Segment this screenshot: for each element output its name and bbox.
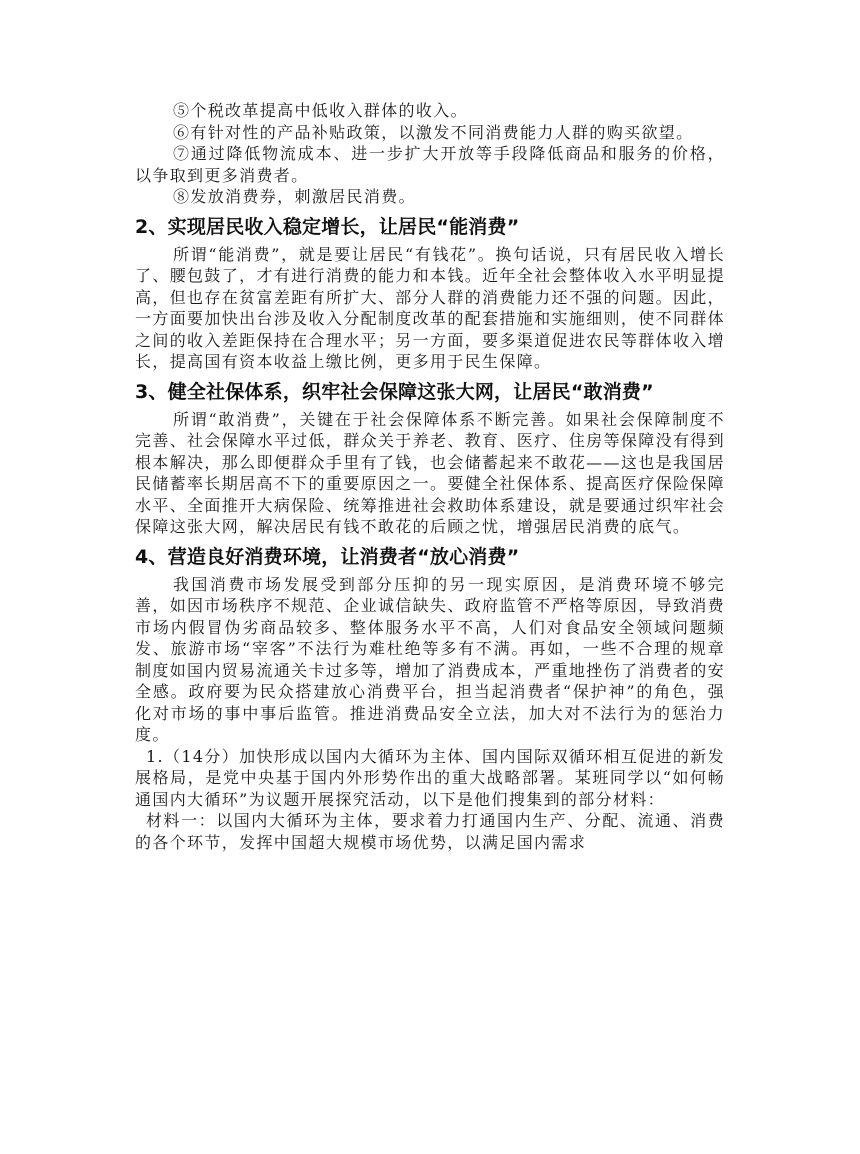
section-heading-2: 2、实现居民收入稳定增长，让居民“能消费” [135, 215, 520, 238]
material-one-text: 材料一：以国内大循环为主体，要求着力打通国内生产、分配、流通、消费的各个环节，发挥中国超大规模市场优势，以满足国内需求 [135, 811, 725, 852]
list-item-6: ⑥有针对性的产品补贴政策，以激发不同消费能力人群的购买欲望。 [173, 122, 694, 142]
list-item-5: ⑤个税改革提高中低收入群体的收入。 [173, 101, 468, 120]
section-body-4: 我国消费市场发展受到部分压抑的另一现实原因，是消费环境不够完善，如因市场秩序不规范、企业诚信缺失、政府监管不严格等原因，导致消费市场内假冒伪劣商品较多、整体服务水平不高，人们对食品安全领域问题频发、旅游市场“宰客”不法行为难杜绝等多有不满。再如，一些不合理的规章制度如国内贸易流通关卡过多等，增加了消费成本，严重地挫伤了消费者的安全感。政府要为民众搭建放心消费平台，担当起消费者“保护神”的角色，强化对市场的事中事后监管。推进消费品安全立法，加大对不法行为的惩治力度。 [135, 574, 725, 744]
section-heading-4: 4、营造良好消费环境，让消费者“放心消费” [135, 545, 520, 568]
section-body-2: 所谓“能消费”，就是要让居民“有钱花”。换句话说，只有居民收入增长了、腰包鼓了，才有进行消费的能力和本钱。近年全社会整体收入水平明显提高，但也存在贫富差距有所扩大、部分人群的消费能力还不强的问题。因此，一方面要加快出台涉及收入分配制度改革的配套措施和实施细则，使不同群体之间的收入差距保持在合理水平；另一方面，要多渠道促进农民等群体收入增长，提高国有资本收益上缴比例，更多用于民生保障。 [135, 244, 725, 371]
question-text: 1.（14分）加快形成以国内大循环为主体、国内国际双循环相互促进的新发展格局，是党中央基于国内外形势作出的重大战略部署。某班同学以“如何畅通国内大循环”为议题开展探究活动，以下是他们搜集到的部分材料： [135, 746, 725, 809]
document-content [135, 100, 725, 853]
section-heading-3: 3、健全社保体系，织牢社会保障这张大网，让居民“敢消费” [135, 380, 654, 403]
section-body-3: 所谓“敢消费”，关键在于社会保障体系不断完善。如果社会保障制度不完善、社会保障水平过低，群众关于养老、教育、医疗、住房等保障没有得到根本解决，那么即便群众手里有了钱，也会储蓄起来不敢花——这也是我国居民储蓄率长期居高不下的重要原因之一。要健全社保体系、提高医疗保险保障水平、全面推开大病保险、统筹推进社会救助体系建设，就是要通过织牢社会保障这张大网，解决居民有钱不敢花的后顾之忧，增强居民消费的底气。 [135, 409, 725, 536]
list-item-8: ⑧发放消费券，刺激居民消费。 [173, 187, 416, 206]
list-item-7: ⑦通过降低物流成本、进一步扩大开放等手段降低商品和服务的价格，以争取到更多消费者。 [135, 144, 725, 185]
